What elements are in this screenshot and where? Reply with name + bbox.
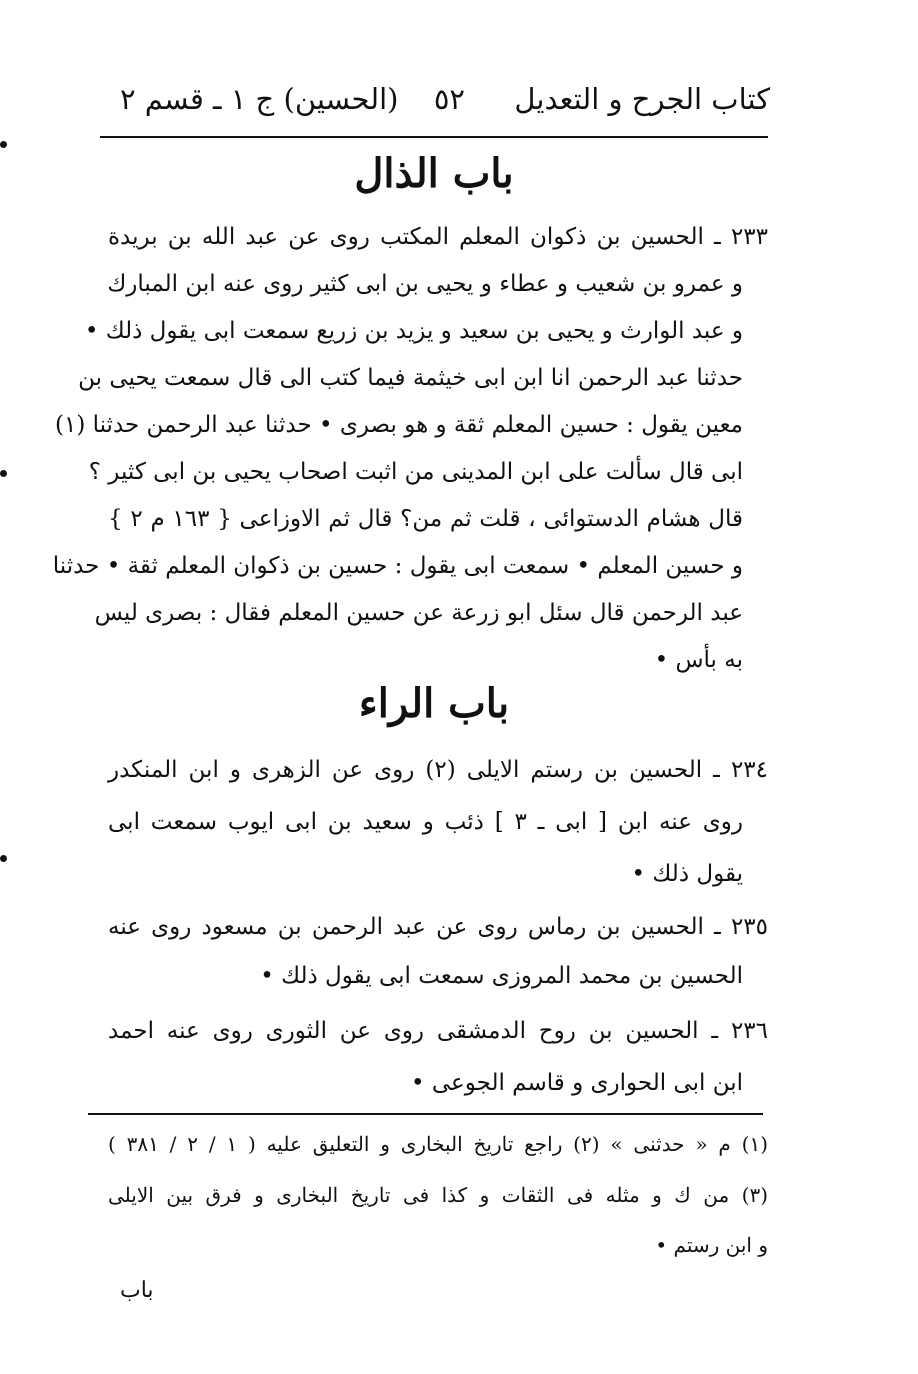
page-number: ٥٢ — [433, 82, 465, 116]
entry-line: ابن ابى الحوارى و قاسم الجوعى • — [410, 1070, 743, 1096]
entry-line: عبد الرحمن قال سئل ابو زرعة عن حسين المعلم فقال : بصرى ليس — [94, 600, 743, 626]
footnote-line: (٣) من ك و مثله فى الثقات و كذا فى تاريخ البخارى و فرق بين الايلى — [108, 1183, 768, 1207]
footnote-line: و ابن رستم • — [655, 1233, 768, 1257]
chapter-heading-ra: باب الراء — [358, 680, 510, 727]
entry-line: به بأس • — [654, 647, 743, 673]
entry-line: قال هشام الدستوائى ، قلت ثم من؟ قال ثم الاوزاعى { ١٦٣ م ٢ } — [108, 506, 743, 532]
entry-line: الحسين بن محمد المروزى سمعت ابى يقول ذلك • — [260, 963, 743, 989]
header-rule — [100, 136, 768, 138]
margin-mark-lower — [0, 855, 7, 862]
entry-line: ٢٣٣ ـ الحسين بن ذكوان المعلم المكتب روى عن عبد الله بن بريدة — [108, 224, 768, 250]
footnote-rule — [88, 1113, 763, 1115]
entry-line: حدثنا عبد الرحمن انا ابن ابى خيثمة فيما كتب الى قال سمعت يحيى بن — [78, 365, 743, 391]
footnote-line: (١) م « حدثنى » (٢) راجع تاريخ البخارى و التعليق عليه ( ١ / ٢ / ٣٨١ ) — [108, 1132, 768, 1156]
running-head — [120, 78, 770, 128]
chapter-heading-dhal: باب الذال — [354, 150, 514, 197]
entry-line: يقول ذلك • — [631, 861, 743, 887]
entry-line: ٢٣٤ ـ الحسين بن رستم الايلى (٢) روى عن الزهرى و ابن المنكدر — [108, 757, 768, 783]
entry-line: ابى قال سألت على ابن المدينى من اثبت اصحاب يحيى بن ابى كثير ؟ — [88, 459, 743, 485]
entry-line: معين يقول : حسين المعلم ثقة و هو بصرى • حدثنا عبد الرحمن حدثنا (١) — [54, 412, 743, 438]
entry-line: ٢٣٥ ـ الحسين بن رماس روى عن عبد الرحمن بن مسعود روى عنه — [108, 914, 768, 940]
entry-line: و عمرو بن شعيب و عطاء و يحيى بن ابى كثير روى عنه ابن المبارك — [107, 271, 743, 297]
catchword: باب — [120, 1278, 154, 1303]
book-title: كتاب الجرح و التعديل — [514, 82, 770, 116]
margin-mark-top — [0, 141, 7, 148]
entry-line: ٢٣٦ ـ الحسين بن روح الدمشقى روى عن الثورى روى عنه احمد — [108, 1018, 768, 1044]
entry-line: روى عنه ابن [ ابى ـ ٣ ] ذئب و سعيد بن ابى ايوب سمعت ابى — [108, 809, 743, 835]
entry-line: و عبد الوارث و يحيى بن سعيد و يزيد بن زريع سمعت ابى يقول ذلك • — [84, 318, 743, 344]
volume-section: (الحسين) ج ١ ـ قسم ٢ — [120, 82, 399, 116]
margin-mark-middle — [0, 470, 7, 477]
entry-line: و حسين المعلم • سمعت ابى يقول : حسين بن ذكوان المعلم ثقة • حدثنا — [52, 553, 743, 579]
